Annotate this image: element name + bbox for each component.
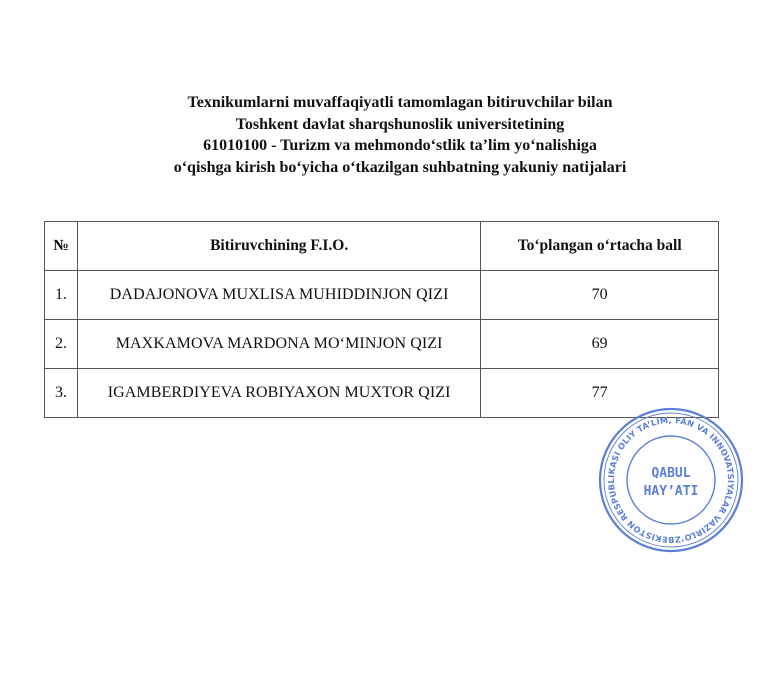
row-number: 1. [45,271,78,320]
row-number: 3. [45,369,78,418]
header-score: To‘plangan o‘rtacha ball [481,222,719,271]
results-table [44,221,719,418]
stamp-center-line-2: HAY’ATI [643,484,699,499]
table-row [45,271,719,320]
row-score: 70 [481,271,719,320]
row-name: DADAJONOVA MUXLISA MUHIDDINJON QIZI [77,271,480,320]
row-name: IGAMBERDIYEVA ROBIYAXON MUXTOR QIZI [77,369,480,418]
document-heading [0,92,765,178]
row-score: 69 [481,320,719,369]
table-row [45,320,719,369]
heading-line-3: 61010100 - Turizm va mehmondo‘stlik ta’lim yo‘nalishiga [203,137,597,154]
heading-line-1: Texnikumlarni muvaffaqiyatli tamomlagan bitiruvchilar bilan [187,94,613,111]
header-number: № [45,222,78,271]
table-header-row [45,222,719,271]
stamp-center-line-1: QABUL [651,466,691,481]
stamp-seal-icon [596,405,746,555]
row-name: MAXKAMOVA MARDONA MO‘MINJON QIZI [77,320,480,369]
header-name: Bitiruvchining F.I.O. [77,222,480,271]
stamp-ring-textpath: O‘ZBEKISTON RESPUBLIKASI OLIY TA’LIM, FAN VA INNOVATSIYALAR VAZIRLIGI [605,414,737,546]
row-score: 77 [481,369,719,418]
heading-line-4: o‘qishga kirish bo‘yicha o‘tkazilgan suhbatning yakuniy natijalari [173,158,627,176]
admission-committee-stamp [596,405,746,555]
row-number: 2. [45,320,78,369]
heading-line-2: Toshkent davlat sharqshunoslik universitetining [235,115,565,133]
